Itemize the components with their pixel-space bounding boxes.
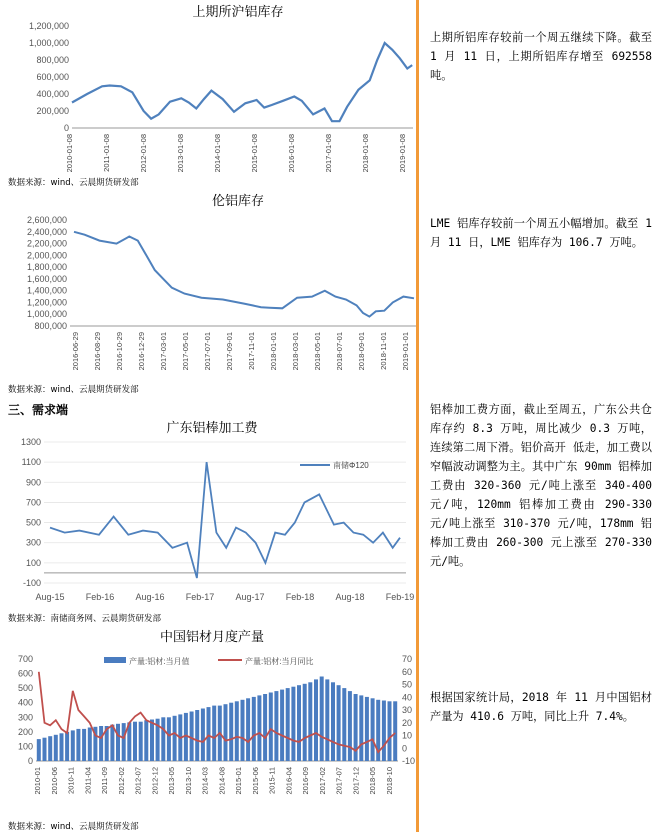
- y-tick-label: 1,200,000: [28, 21, 69, 31]
- y-tick-label: 800,000: [34, 321, 67, 331]
- bar: [388, 701, 392, 761]
- x-tick-label: 2016-01-08: [287, 134, 296, 173]
- x-tick-label: 2019-01-01: [401, 332, 410, 371]
- bar: [246, 698, 250, 761]
- bar: [320, 677, 324, 762]
- x-tick-label: 2011-01-08: [102, 134, 111, 172]
- y2-tick-label: -10: [402, 756, 416, 766]
- x-tick-label: 2016-04: [284, 767, 294, 795]
- bar: [235, 701, 239, 761]
- y2-tick-label: 30: [402, 705, 413, 715]
- x-tick-label: Feb-16: [85, 592, 115, 602]
- bar: [269, 693, 273, 762]
- legend-label: 产量:铝材:当月值: [129, 657, 190, 666]
- bar: [144, 720, 148, 761]
- chart-title: 伦铝库存: [211, 194, 265, 209]
- y-tick-label: 1100: [21, 457, 41, 468]
- y-tick-label: 2,000,000: [26, 250, 67, 261]
- legend-label: 南储Φ120: [333, 461, 369, 470]
- y-tick-label: 500: [25, 517, 41, 528]
- bar: [54, 735, 58, 761]
- y2-tick-label: 40: [402, 692, 413, 703]
- x-tick-label: Aug-18: [335, 592, 365, 602]
- bar: [229, 703, 233, 761]
- x-tick-label: 2016-10-29: [115, 332, 124, 371]
- x-tick-label: 2014-03: [200, 767, 210, 795]
- y-tick-label: 800,000: [36, 55, 69, 65]
- x-tick-label: 2017-11-01: [247, 332, 256, 370]
- note-rod-fee: 铝棒加工费方面，截止至周五，广东公共仓库存约 8.3 万吨，周比减少 0.3 万吨，连续第二周下滑。铝价高开 低走，加工费以窄幅波动调整为主。其中广东 90mm 铝棒加工费由 320-360 元/吨上涨至 340-400 元/吨，120mm 铝棒加工费由 290-330 元/吨上涨至 310-370 元/吨，178mm 铝棒加工费由 260-300 元上涨至 270-330 元/吨。: [430, 403, 652, 568]
- bar: [342, 688, 346, 761]
- y-tick-label: 0: [27, 756, 33, 766]
- bar: [291, 687, 295, 761]
- bar: [122, 723, 126, 761]
- x-tick-label: 2018-01-08: [361, 134, 370, 173]
- x-tick-label: 2019-01-08: [398, 134, 407, 173]
- x-tick-label: 2015-06: [250, 767, 260, 795]
- x-tick-label: 2017-12: [351, 767, 361, 795]
- bar: [43, 738, 47, 761]
- bar: [99, 726, 103, 761]
- bar: [348, 691, 352, 761]
- x-tick-label: 2016-06-29: [71, 332, 80, 371]
- x-tick-label: 2017-07-01: [203, 332, 212, 371]
- bar: [110, 725, 114, 761]
- x-tick-label: 2016-09: [301, 767, 311, 795]
- x-tick-label: 2012-07: [133, 767, 143, 795]
- y-tick-label: 300: [17, 712, 33, 723]
- bar: [139, 722, 143, 761]
- bar: [263, 694, 267, 761]
- x-tick-label: 2015-11: [267, 767, 277, 794]
- y-tick-label: 900: [25, 477, 41, 488]
- source-note: 数据来源：wind、云晨期货研发部: [8, 822, 139, 832]
- chart-title: 广东铝棒加工费: [166, 421, 258, 436]
- bar: [286, 688, 290, 761]
- note-output: 根据国家统计局，2018 年 11 月中国铝材产量为 410.6 万吨，同比上升 7.4%。: [430, 691, 652, 723]
- bar: [365, 697, 369, 761]
- x-tick-label: 2017-05-01: [181, 332, 190, 371]
- y-tick-label: 400: [17, 697, 33, 708]
- x-tick-label: 2011-09: [100, 767, 110, 794]
- x-tick-label: 2018-05: [368, 767, 378, 795]
- bar: [60, 733, 64, 761]
- x-tick-label: 2013-05: [167, 767, 177, 795]
- bar: [224, 704, 228, 761]
- y2-tick-label: 20: [402, 717, 413, 728]
- bar: [190, 712, 194, 762]
- x-tick-label: 2018-07-01: [335, 332, 344, 371]
- x-tick-label: 2018-10: [385, 767, 394, 795]
- y2-tick-label: 70: [402, 654, 413, 664]
- x-tick-label: 2017-01-08: [324, 134, 333, 173]
- y-tick-label: 2,400,000: [26, 226, 67, 237]
- y-tick-label: 1,000,000: [26, 309, 67, 320]
- bar: [382, 701, 386, 762]
- bar: [207, 707, 211, 761]
- x-tick-label: 2012-12: [150, 767, 160, 795]
- bar: [212, 706, 216, 761]
- y-tick-label: 700: [25, 497, 41, 508]
- legend-swatch: [104, 657, 126, 663]
- x-tick-label: Feb-18: [285, 592, 315, 602]
- y-tick-label: 600: [17, 668, 33, 679]
- series-line: [74, 232, 414, 317]
- source-note: 数据来源：wind、云晨期货研发部: [8, 178, 139, 188]
- x-tick-label: 2012-01-08: [139, 134, 148, 173]
- bar: [150, 720, 154, 762]
- bar: [37, 739, 41, 761]
- x-tick-label: 2016-12-29: [137, 332, 146, 371]
- bar: [76, 729, 80, 761]
- chart-title: 上期所沪铝库存: [192, 5, 284, 20]
- y2-tick-label: 0: [402, 743, 408, 754]
- bar: [48, 736, 52, 761]
- x-tick-label: 2017-02: [317, 767, 327, 795]
- x-tick-label: 2013-10: [183, 767, 193, 795]
- x-tick-label: 2017-07: [334, 767, 344, 795]
- bar: [303, 684, 307, 761]
- y-tick-label: 1,000,000: [28, 38, 69, 48]
- x-tick-label: 2010-01: [33, 767, 42, 795]
- x-tick-label: 2010-01-08: [65, 134, 74, 173]
- lme-inventory-chart: [0, 190, 416, 380]
- x-tick-label: 2012-02: [116, 767, 126, 795]
- output-chart: [0, 627, 416, 819]
- y-tick-label: 1,200,000: [26, 297, 67, 308]
- bar: [297, 685, 301, 761]
- bar: [116, 724, 120, 761]
- x-tick-label: 2017-03-01: [159, 332, 168, 371]
- section-heading: 三、需求端: [8, 403, 69, 417]
- bar: [393, 701, 397, 761]
- bar: [241, 700, 245, 761]
- bar: [173, 716, 177, 761]
- x-tick-label: 2014-01-08: [213, 134, 222, 173]
- bar: [195, 710, 199, 761]
- y-tick-label: 500: [17, 683, 33, 694]
- bar: [280, 690, 284, 761]
- bar: [65, 732, 69, 761]
- y-tick-label: 2,600,000: [26, 215, 67, 225]
- x-tick-label: 2015-01: [234, 767, 244, 795]
- x-tick-label: Aug-17: [235, 592, 265, 602]
- bar: [88, 728, 92, 762]
- x-tick-label: 2018-03-01: [291, 332, 300, 371]
- y-tick-label: 200: [17, 726, 33, 737]
- rod-fee-chart: [0, 418, 416, 610]
- bar: [71, 730, 75, 761]
- bar: [161, 717, 165, 761]
- y-tick-label: 300: [25, 537, 41, 548]
- y-tick-label: 1,400,000: [26, 285, 67, 296]
- bar: [314, 679, 318, 761]
- x-tick-label: 2017-09-01: [225, 332, 234, 371]
- bar: [201, 709, 205, 762]
- y-tick-label: 2,200,000: [26, 238, 67, 249]
- yoy-line: [39, 672, 395, 752]
- x-tick-label: Aug-16: [135, 592, 165, 602]
- bar: [359, 695, 363, 761]
- x-tick-label: 2013-01-08: [176, 134, 185, 173]
- x-tick-label: Feb-19: [385, 592, 415, 602]
- source-note: 数据来源：wind、云晨期货研发部: [8, 385, 139, 395]
- x-tick-label: 2018-11-01: [379, 332, 388, 370]
- bar: [371, 698, 375, 761]
- source-note: 数据来源：南储商务网、云晨期货研发部: [8, 614, 162, 624]
- x-tick-label: 2018-01-01: [269, 332, 278, 371]
- note-lme: LME 铝库存较前一个周五小幅增加。截至 1 月 11 日，LME 铝库存为 106.7 万吨。: [430, 217, 652, 249]
- bar: [133, 722, 137, 761]
- shfe-inventory-chart: [0, 0, 416, 175]
- bar: [308, 682, 312, 761]
- y-tick-label: 100: [25, 557, 41, 568]
- x-tick-label: 2018-09-01: [357, 332, 366, 371]
- x-tick-label: 2010-06: [49, 767, 59, 795]
- y2-tick-label: 10: [402, 730, 413, 741]
- y-tick-label: 400,000: [36, 89, 69, 99]
- rod-chart-svg: [0, 418, 416, 610]
- series-line: [50, 462, 400, 578]
- x-tick-label: Aug-15: [35, 592, 65, 602]
- bar: [167, 717, 171, 761]
- bar: [325, 679, 329, 761]
- y-tick-label: 700: [17, 654, 33, 664]
- y-tick-label: 1,800,000: [26, 262, 67, 273]
- bar: [252, 697, 256, 761]
- bar: [337, 685, 341, 761]
- bar: [257, 695, 261, 761]
- y-tick-label: 1,600,000: [26, 273, 67, 284]
- y-tick-label: -100: [22, 578, 41, 588]
- y-tick-label: 200,000: [36, 106, 69, 116]
- y-tick-label: 1300: [20, 437, 41, 447]
- x-tick-label: 2010-11: [66, 767, 76, 794]
- note-shfe: 上期所铝库存较前一个周五继续下降。截至 1 月 11 日，上期所铝库存增至 692558 吨。: [430, 31, 652, 82]
- y-tick-label: 100: [17, 741, 33, 752]
- divider-line: [416, 0, 419, 832]
- x-tick-label: 2014-08: [217, 767, 227, 795]
- x-tick-label: 2015-01-08: [250, 134, 259, 173]
- y2-tick-label: 50: [402, 679, 413, 690]
- x-tick-label: 2011-04: [83, 767, 93, 794]
- lme-chart-svg: [0, 190, 416, 380]
- legend-label: 产量:铝材:当月同比: [245, 657, 314, 666]
- bar: [82, 729, 86, 761]
- chart-title: 中国铝材月度产量: [159, 630, 265, 645]
- x-tick-label: Feb-17: [185, 592, 215, 602]
- y-tick-label: 600,000: [36, 72, 69, 82]
- bar: [274, 691, 278, 761]
- shfe-chart-svg: [0, 0, 416, 175]
- bar: [331, 682, 335, 761]
- y2-tick-label: 60: [402, 666, 413, 677]
- x-tick-label: 2018-05-01: [313, 332, 322, 371]
- output-chart-svg: [0, 627, 416, 819]
- series-line: [72, 43, 412, 121]
- x-tick-label: 2016-08-29: [93, 332, 102, 371]
- y-tick-label: 0: [63, 123, 69, 133]
